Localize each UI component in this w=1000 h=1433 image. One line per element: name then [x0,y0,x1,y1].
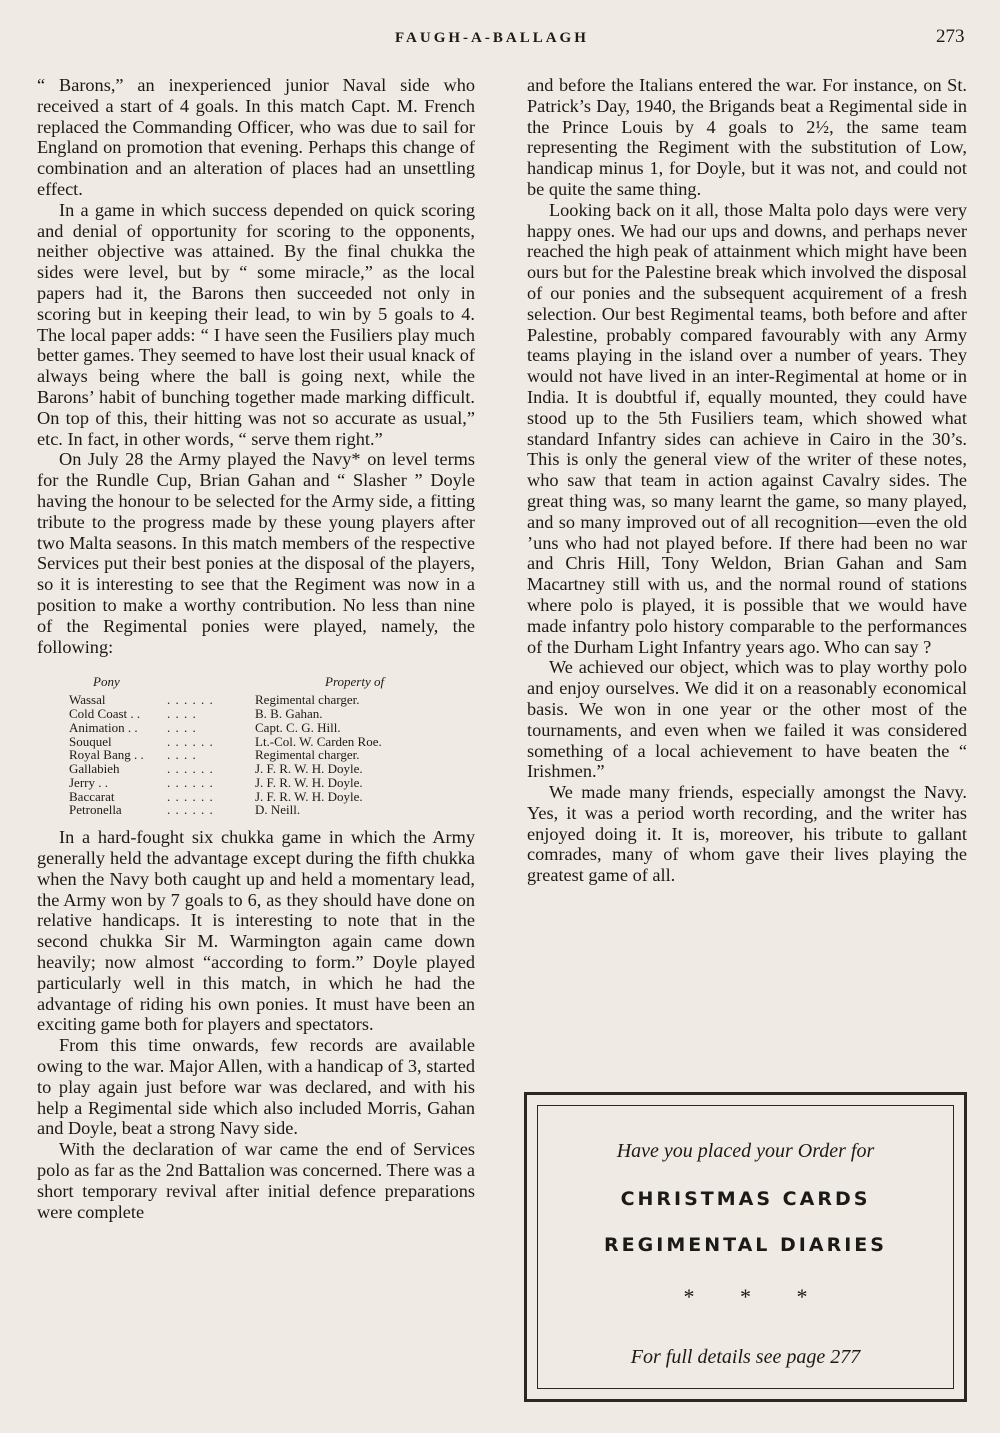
leader-dots: . . . . [167,747,197,763]
table-row [69,707,384,721]
table-row [69,735,384,749]
leader-dots: . . . . . . [167,774,214,790]
pony-name: Cold Coast . . [69,705,141,721]
table-row [69,762,384,776]
pony-owner: D. Neill. [255,802,301,818]
advert-christmas-cards: CHRISTMAS CARDS [620,1188,871,1210]
leader-dots: . . . . . . [167,733,214,749]
pony-owner: J. F. R. W. H. Doyle. [255,788,363,804]
pony-owner: Regimental charger. [255,692,360,708]
pony-owner: J. F. R. W. H. Doyle. [255,761,363,777]
advert-regimental-diaries: REGIMENTAL DIARIES [604,1234,887,1256]
pony-name: Royal Bang . . [69,747,144,763]
paragraph: In a hard-fought six chukka game in which the Army generally held the advantage except during the fifth chukka when the Navy both caught up and held a momentary lead, the Army won by 7 goals to 6, as they should have done on relative handicaps. It is interesting to note that in the second chukka Sir M. Warmington again came down heavily; now almost “according to form.” Doyle played particularly well in this match, in which he had the advantage of riding his own ponies. It must have been an exciting game both for players and spectators. [37,827,475,1035]
right-column [527,75,967,886]
leader-dots: . . . . [167,705,197,721]
advert-footer: For full details see page 277 [630,1346,861,1368]
advert-question: Have you placed your Order for [616,1140,875,1162]
paragraph: With the declaration of war came the end of Services polo as far as the 2nd Battalion was concerned. There was a short temporary revival after initial defence preparations were complete [37,1139,475,1222]
paragraph: We made many friends, especially amongst the Navy. Yes, it was a period worth recording, and the writer has enjoyed doing it. It is, moreover, his tribute to gallant comrades, many of whom gave their lives playing the greatest game of all. [527,782,967,886]
pony-name: Wassal [69,692,106,708]
pony-name: Animation . . [69,719,138,735]
left-column [37,75,475,1222]
paragraph: “ Barons,” an inexperienced junior Naval side who received a start of 4 goals. In this match Capt. M. French replaced the Commanding Officer, who was due to sail for England on promotion that evening. Perhaps this change of combination and an alteration of places had an unsettling effect. [37,75,475,199]
table-row [69,693,384,707]
pony-name: Gallabieh [69,761,120,777]
pony-column-header: Pony [93,674,120,690]
asterisk-ornament: * * * [683,1284,808,1309]
paragraph: Looking back on it all, those Malta polo days were very happy ones. We had our ups and downs, and perhaps never reached the high peak of attainment which might have been ours but for the Palestine break which involved the disposal of our ponies and the subsequent acquirement of a fresh selection. Our best Regimental teams, both before and after Palestine, probably compared favourably with any Army teams playing in the island over a number of years. They would not have lived in an inter-Regimental at home or in India. It is doubtful if, equally mounted, they could have stood up to the 5th Fusiliers team, which showed what standard Infantry sides can achieve in Cairo in the 30’s. This is only the general view of the writer of these notes, who saw that team in action against Cavalry sides. The great thing was, so many learnt the game, so many played, and so many improved out of all recognition—even the old ’uns who had not played before. If there had been no war and Chris Hill, Tony Weldon, Brian Gahan and Sam Macartney still with us, and the normal round of stations where polo is played, it is possible that we would have made infantry polo history comparable to the performances of the Durham Light Infantry years ago. Who can say ? [527,199,967,657]
pony-name: Baccarat [69,788,115,804]
table-row [69,790,384,804]
leader-dots: . . . . . . [167,802,214,818]
pony-owner: Capt. C. G. Hill. [255,719,341,735]
pony-table [69,675,384,817]
paragraph: We achieved our object, which was to play worthy polo and enjoy ourselves. We did it on a reasonably economical basis. We won in one year or the other most of the tournaments, and even when we failed it was considered something of a local achievement to have beaten the “ Irishmen.” [527,657,967,782]
page-number: 273 [936,26,965,47]
pony-owner: B. B. Gahan. [255,705,323,721]
pony-owner: Lt.-Col. W. Carden Roe. [255,733,382,749]
leader-dots: . . . . [167,719,197,735]
leader-dots: . . . . . . [167,692,214,708]
table-row [69,803,384,817]
advert-box [524,1092,967,1402]
leader-dots: . . . . . . [167,788,214,804]
paragraph: On July 28 the Army played the Navy* on level terms for the Rundle Cup, Brian Gahan and “ Slasher ” Doyle having the honour to be selected for the Army side, a fitting tribute to the progress made by these young players after two Malta seasons. In this match members of the respective Services put their best ponies at the disposal of the players, so it is interesting to see that the Regiment was now in a position to make a worthy contribution. No less than nine of the Regimental ponies were played, namely, the following: [37,449,475,657]
property-column-header: Property of [325,674,385,690]
page-header [0,26,1000,54]
pony-name: Souquel [69,733,112,749]
table-row [69,721,384,735]
table-row [69,776,384,790]
advert-inner-border [537,1105,954,1389]
pony-owner: J. F. R. W. H. Doyle. [255,774,363,790]
table-row [69,748,384,762]
paragraph: and before the Italians entered the war. For instance, on St. Patrick’s Day, 1940, the Brigands beat a Regimental side in the Prince Louis by 4 goals to 2½, the same team representing the Regiment with the substitution of Low, handicap minus 1, for Doyle, but it was not, and could not be quite the same thing. [527,75,967,199]
leader-dots: . . . . . . [167,761,214,777]
paragraph: In a game in which success depended on quick scoring and denial of opportunity for scoring to the opponents, neither objective was attained. By the final chukka the sides were level, but by “ some miracle,” as the local papers had it, the Barons then succeeded not only in scoring but in keeping their lead, to win by 5 goals to 4. The local paper adds: “ I have seen the Fusiliers play much better games. They seemed to have lost their usual knack of always being where the ball is going next, while the Barons’ habit of bunching together made marking difficult. On top of this, their hitting was not so accurate as usual,” etc. In fact, in other words, “ serve them right.” [37,199,475,449]
pony-name: Jerry . . [69,774,108,790]
paragraph: From this time onwards, few records are available owing to the war. Major Allen, with a handicap of 3, started to play again just before war was declared, and with his help a Regimental side which also included Morris, Gahan and Doyle, beat a strong Navy side. [37,1035,475,1139]
pony-name: Petronella [69,802,122,818]
running-head: FAUGH-A-BALLAGH [395,30,589,46]
pony-owner: Regimental charger. [255,747,360,763]
pony-table-header [69,675,384,693]
